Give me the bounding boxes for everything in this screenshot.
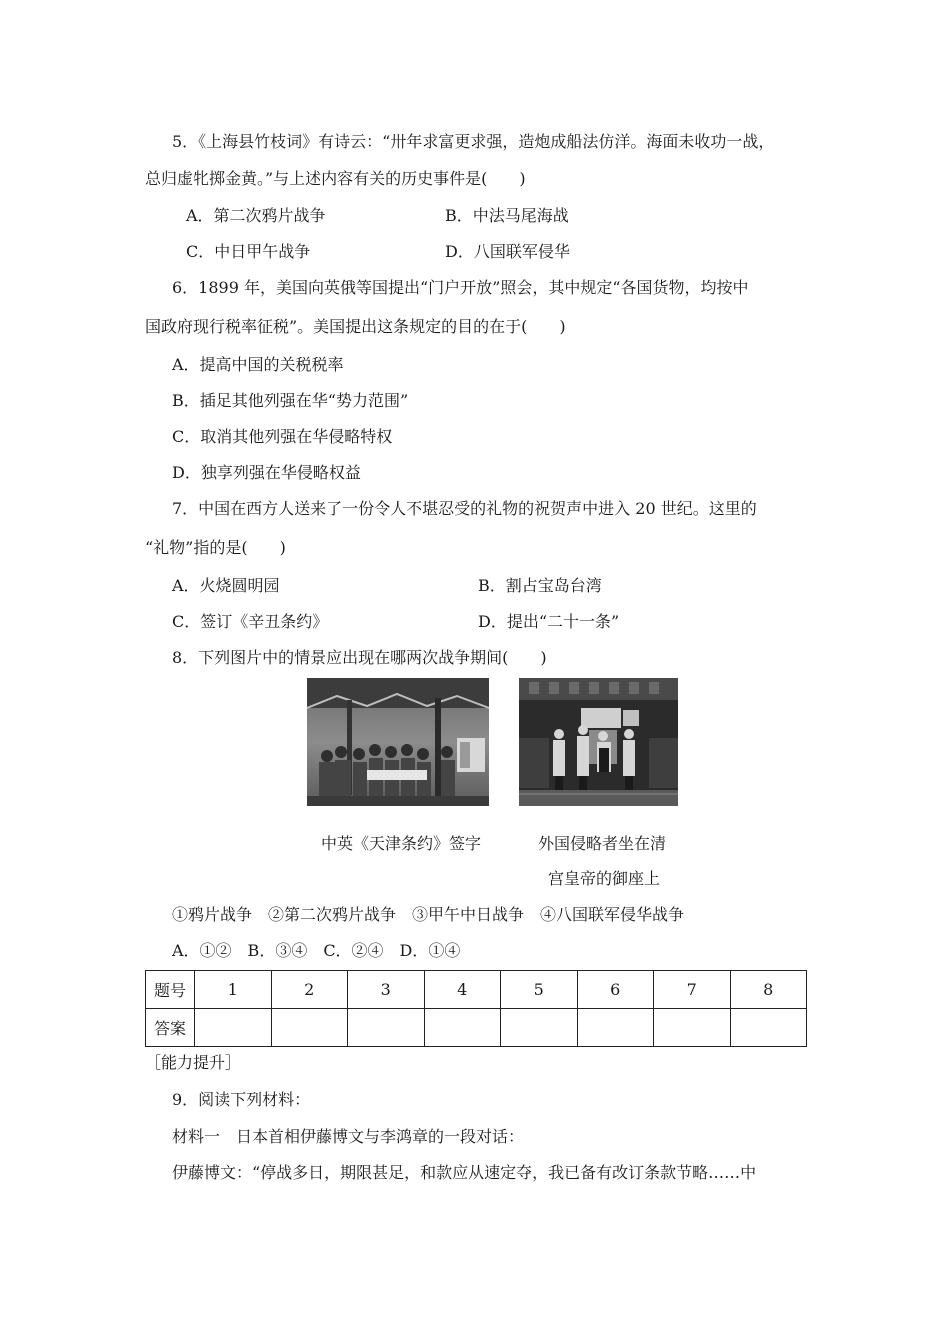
table-cell-number: 1 [195, 971, 272, 1009]
image-caption-right-line-1: 外国侵略者坐在清 [538, 834, 667, 853]
answer-cell[interactable] [271, 1009, 348, 1047]
answer-table [145, 970, 807, 1047]
table-cell-number: 8 [730, 971, 807, 1009]
q9-stem: 9．阅读下列材料： [172, 1090, 311, 1109]
answer-cell[interactable] [730, 1009, 807, 1047]
answer-cell[interactable] [195, 1009, 272, 1047]
answer-cell[interactable] [501, 1009, 578, 1047]
q5-option-d: D．八国联军侵华 [445, 242, 570, 261]
q8-items: ①鸦片战争 ②第二次鸦片战争 ③甲午中日战争 ④八国联军侵华战争 [172, 905, 685, 924]
q6-option-b: B．插足其他列强在华“势力范围” [172, 391, 409, 410]
answer-cell[interactable] [577, 1009, 654, 1047]
image-caption-left: 中英《天津条约》签字 [321, 834, 482, 853]
q5-stem-line-2: 总归虚牝掷金黄。”与上述内容有关的历史事件是( ) [145, 169, 526, 188]
q6-stem-line-1: 6．1899 年，美国向英俄等国提出“门户开放”照会，其中规定“各国货物，均按中 [172, 278, 749, 297]
table-cell-number: 7 [654, 971, 731, 1009]
table-cell-number: 2 [271, 971, 348, 1009]
table-row [146, 1009, 807, 1047]
table-cell-number: 3 [348, 971, 425, 1009]
q6-option-a: A．提高中国的关税税率 [172, 355, 344, 374]
table-cell-number: 4 [424, 971, 501, 1009]
q7-option-c: C．签订《辛丑条约》 [172, 612, 329, 631]
q9-dialogue-line: 伊藤博文：“停战多日，期限甚足，和款应从速定夺，我已备有改订条款节略……中 [172, 1163, 757, 1182]
q7-stem-line-2: “礼物”指的是( ) [145, 538, 286, 557]
throne-room-image [519, 678, 678, 806]
q5-stem-line-1: 5．《上海县竹枝词》有诗云：“卅年求富更求强，造炮成船法仿洋。海面未收功一战， [172, 132, 775, 151]
section-heading: ［能力提升］ [145, 1053, 242, 1072]
treaty-signing-image [307, 678, 489, 806]
q9-material-one: 材料一 日本首相伊藤博文与李鸿章的一段对话： [172, 1127, 525, 1146]
answer-cell[interactable] [424, 1009, 501, 1047]
answer-cell[interactable] [654, 1009, 731, 1047]
q6-option-d: D．独享列强在华侵略权益 [172, 463, 361, 482]
table-row [146, 971, 807, 1009]
q7-option-a: A．火烧圆明园 [172, 576, 280, 595]
q5-option-a: A．第二次鸦片战争 [186, 206, 326, 225]
q5-option-b: B．中法马尾海战 [445, 206, 569, 225]
table-cell-number: 6 [577, 971, 654, 1009]
q7-option-b: B．割占宝岛台湾 [478, 576, 602, 595]
table-row-label-answer: 答案 [146, 1009, 195, 1047]
table-cell-number: 5 [501, 971, 578, 1009]
q7-option-d: D．提出“二十一条” [478, 612, 620, 631]
image-caption-right-line-2: 宫皇帝的御座上 [548, 869, 661, 888]
table-row-label-number: 题号 [146, 971, 195, 1009]
q8-stem: 8．下列图片中的情景应出现在哪两次战争期间( ) [172, 648, 547, 667]
answer-cell[interactable] [348, 1009, 425, 1047]
q5-option-c: C．中日甲午战争 [186, 242, 311, 261]
q6-option-c: C．取消其他列强在华侵略特权 [172, 427, 393, 446]
q6-stem-line-2: 国政府现行税率征税”。美国提出这条规定的目的在于( ) [145, 317, 566, 336]
q7-stem-line-1: 7．中国在西方人送来了一份令人不堪忍受的礼物的祝贺声中进入 20 世纪。这里的 [172, 499, 757, 518]
q8-options: A．①② B．③④ C．②④ D．①④ [172, 941, 461, 960]
